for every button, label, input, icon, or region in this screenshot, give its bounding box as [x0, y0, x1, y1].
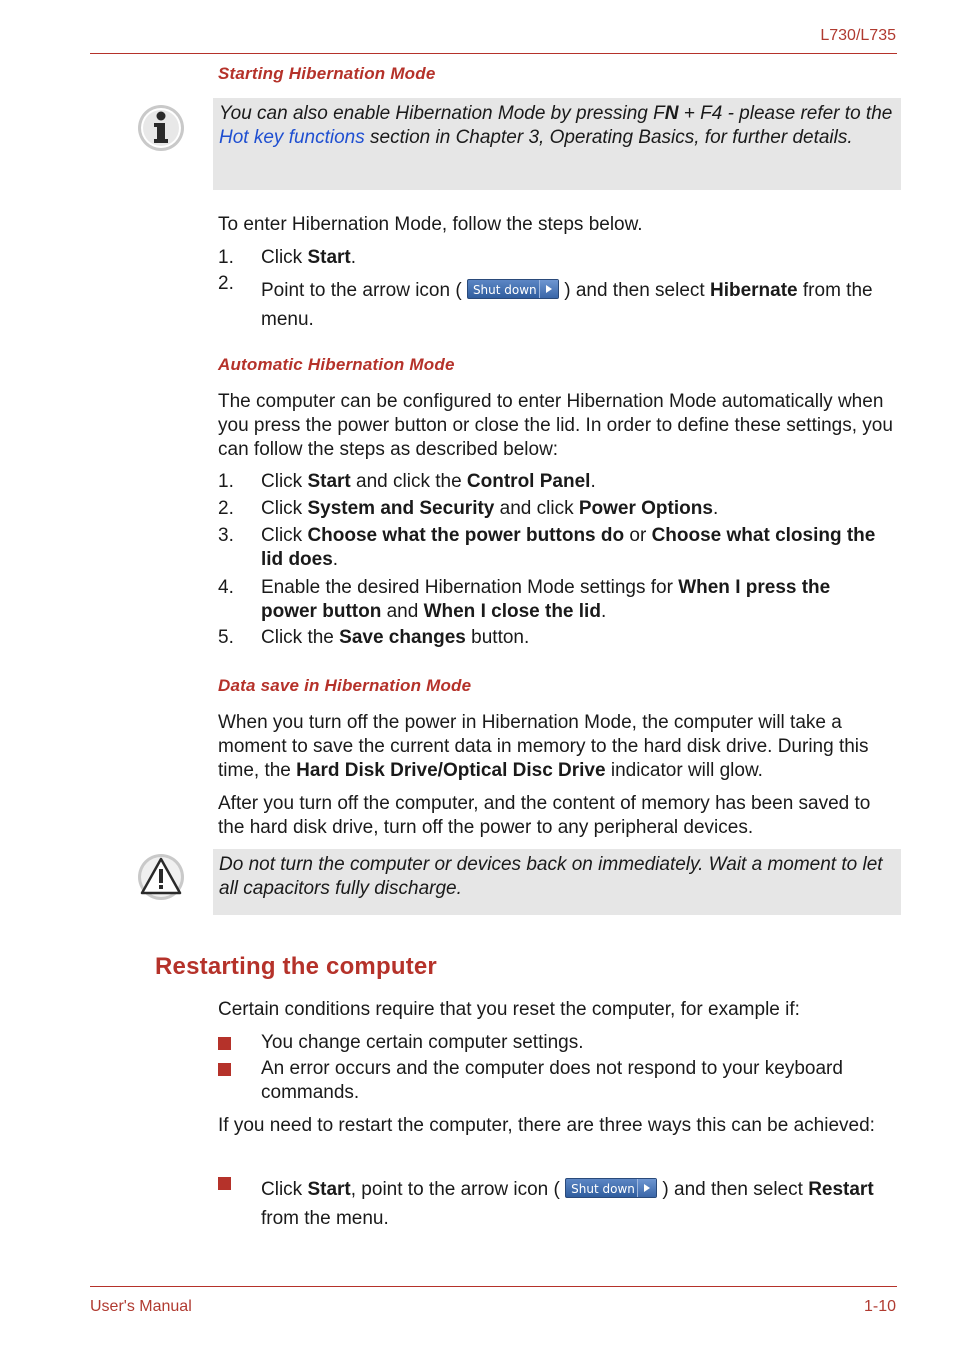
- peripheral-paragraph: After you turn off the computer, and the content of memory has been saved to the hard disk drive, turn off the power to any peripheral devices.: [218, 793, 871, 838]
- note-text-n: N: [664, 103, 679, 124]
- arrow-right-icon[interactable]: [539, 280, 558, 298]
- step-number: 1.: [218, 247, 234, 268]
- data-save-paragraph: When you turn off the power in Hibernation Mode, the computer will take a moment to save the current data in memory to the hard disk drive. During this time, the Hard Disk Drive/Optical Disc Drive indicator will glow.: [218, 712, 869, 781]
- step-save-changes: Click the Save changes button.: [261, 627, 530, 648]
- caution-box: Do not turn the computer or devices back on immediately. Wait a moment to let all capacitors fully discharge.: [213, 849, 901, 915]
- arrow-right-icon[interactable]: [637, 1179, 656, 1197]
- step-number: 1.: [218, 471, 234, 492]
- automatic-intro: The computer can be configured to enter Hibernation Mode automatically when you press the power button or close the lid. In order to define these settings, you can follow the steps as described below:: [218, 391, 893, 460]
- step-system-security: Click System and Security and click Power Options.: [261, 498, 719, 519]
- note-box-hibernation: [213, 98, 901, 190]
- footer-page-number: 1-10: [863, 1298, 896, 1315]
- bullet-marker: [218, 1177, 231, 1190]
- step-number: 5.: [218, 627, 234, 648]
- subheading-data-save: Data save in Hibernation Mode: [218, 676, 472, 695]
- footer-manual-title: User's Manual: [90, 1298, 192, 1315]
- bullet-item: You change certain computer settings.: [261, 1032, 584, 1053]
- section-title-restarting: Restarting the computer: [155, 953, 437, 980]
- hot-key-functions-link[interactable]: Hot key functions: [219, 127, 365, 148]
- note-text-d: section in Chapter 3, Operating Basics, for further details.: [364, 127, 853, 148]
- step-control-panel: Click Start and click the Control Panel.: [261, 471, 596, 492]
- step-click-start: Click Start.: [261, 247, 357, 268]
- hibernation-intro: To enter Hibernation Mode, follow the steps below.: [218, 214, 643, 235]
- note-text-c: + F4 - please refer to the: [678, 103, 893, 124]
- info-icon: [137, 104, 185, 152]
- note-text-a: You can also enable Hibernation Mode by pressing F: [219, 103, 665, 124]
- restart-ways-paragraph: If you need to restart the computer, there are three ways this can be achieved:: [218, 1115, 875, 1136]
- bullet-item: An error occurs and the computer does not respond to your keyboard commands.: [261, 1058, 843, 1103]
- header-model: L730/L735: [820, 27, 896, 44]
- step-point-arrow: Point to the arrow icon ( Shut down ) and then select Hibernate from the menu.: [261, 280, 873, 330]
- restart-intro: Certain conditions require that you reset the computer, for example if:: [218, 999, 800, 1020]
- subheading-starting-hibernation: Starting Hibernation Mode: [218, 64, 436, 83]
- shut-down-button[interactable]: Shut down: [565, 1178, 657, 1198]
- step-number: 3.: [218, 525, 234, 546]
- subheading-automatic-hibernation: Automatic Hibernation Mode: [218, 355, 455, 374]
- step-enable-settings: Enable the desired Hibernation Mode settings for When I press the power button and When I close the lid.: [261, 577, 831, 622]
- header-rule: [90, 53, 897, 54]
- step-power-buttons: Click Choose what the power buttons do or Choose what closing the lid does.: [261, 525, 876, 570]
- footer-rule: [90, 1286, 897, 1287]
- caution-icon: [137, 853, 185, 901]
- shut-down-button[interactable]: Shut down: [467, 279, 559, 299]
- step-number: 2.: [218, 498, 234, 519]
- step-number: 2.: [218, 273, 234, 294]
- bullet-marker: [218, 1063, 231, 1076]
- bullet-item-restart: Click Start, point to the arrow icon ( Shut down ) and then select Restart from the menu.: [261, 1179, 874, 1229]
- step-number: 4.: [218, 577, 234, 598]
- bullet-marker: [218, 1037, 231, 1050]
